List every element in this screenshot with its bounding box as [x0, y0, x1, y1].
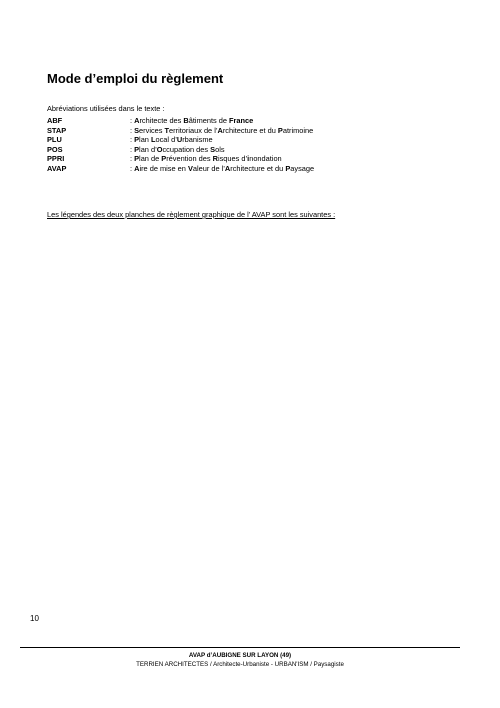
- abbreviation-definition: : Plan Local d’Urbanisme: [130, 135, 213, 145]
- abbreviation-row: [47, 164, 467, 174]
- footer-divider: [20, 647, 460, 648]
- abbreviation-row: [47, 126, 467, 136]
- abbreviation-code: AVAP: [47, 163, 67, 173]
- abbreviation-row: [47, 135, 467, 145]
- page-number: 10: [30, 614, 39, 623]
- abbreviation-code: POS: [47, 144, 63, 154]
- abbreviation-code: PPRI: [47, 154, 65, 164]
- legend-note: Les légendes des deux planches de règlement graphique de l’ AVAP sont les suivantes :: [47, 210, 336, 219]
- abbreviation-code: PLU: [47, 135, 62, 145]
- page-title: Mode d’emploi du règlement: [47, 71, 224, 86]
- abbreviation-code: ABF: [47, 116, 63, 125]
- abbreviations-intro: Abréviations utilisées dans le texte :: [47, 104, 165, 113]
- abbreviation-definition: : Services Territoriaux de l’Architecture et du Patrimoine: [130, 125, 314, 135]
- abbreviation-row: [47, 145, 467, 155]
- footer-title: AVAP d’AUBIGNE SUR LAYON (49): [188, 652, 292, 659]
- abbreviation-definition: : Aire de mise en Valeur de l’Architecture et du Paysage: [130, 163, 315, 173]
- abbreviations-list: [47, 116, 467, 174]
- abbreviation-definition: : Plan d’Occupation des Sols: [130, 144, 225, 154]
- abbreviation-definition: : Architecte des Bâtiments de France: [130, 116, 254, 125]
- footer-credits: TERRIEN ARCHITECTES / Architecte-Urbaniste - URBAN'ISM / Paysagiste: [136, 661, 344, 668]
- abbreviation-code: STAP: [47, 125, 67, 135]
- abbreviation-definition: : Plan de Prévention des Risques d’inondation: [130, 154, 282, 164]
- abbreviation-row: [47, 116, 467, 126]
- abbreviation-row: [47, 154, 467, 164]
